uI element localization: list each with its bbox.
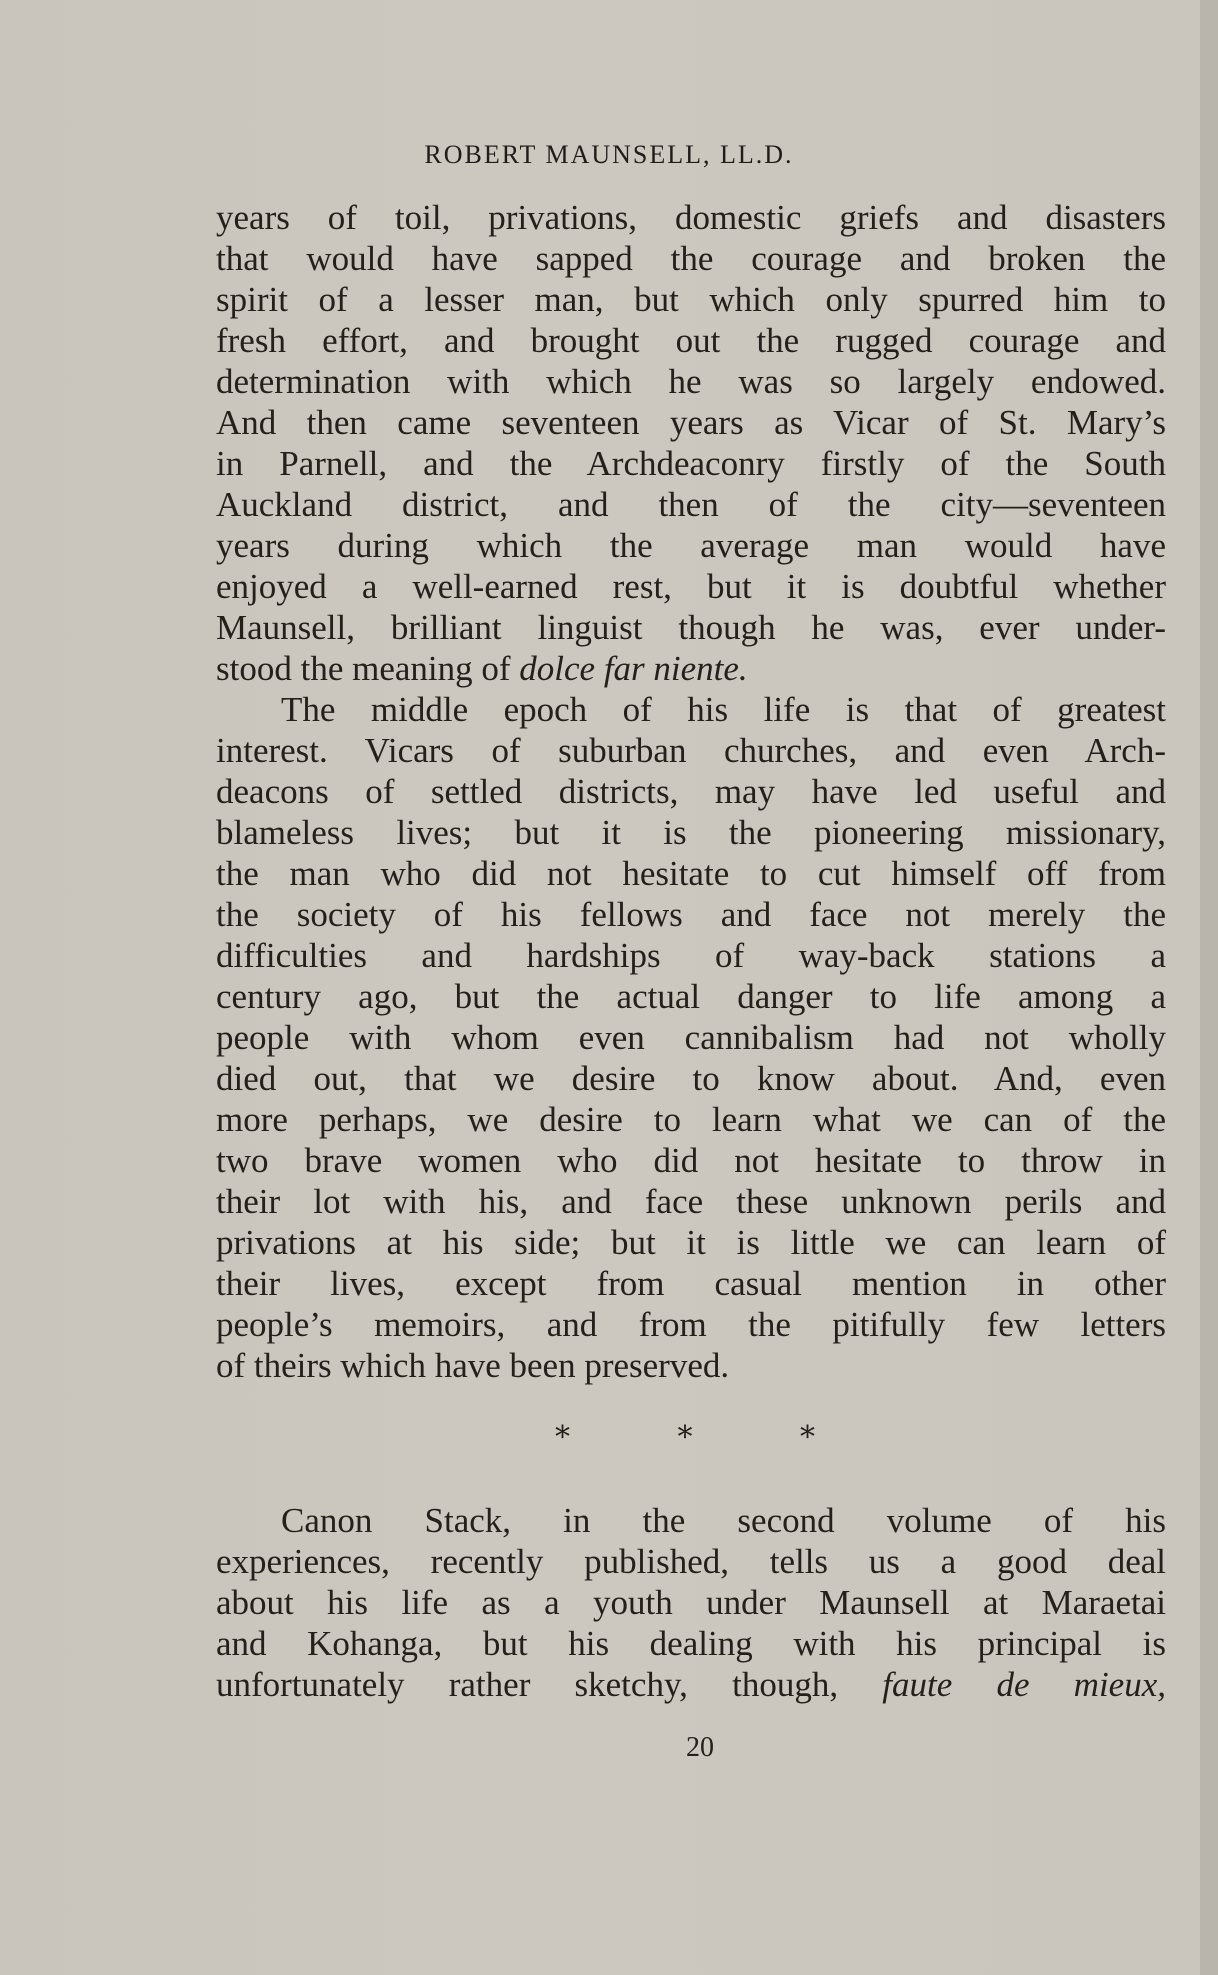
text-line: more perhaps, we desire to learn what we can of the xyxy=(216,1100,1166,1139)
italic-phrase: faute de mieux, xyxy=(882,1665,1166,1704)
page-number: 20 xyxy=(686,1732,714,1763)
text-line: Maunsell, brilliant linguist though he was, ever under- xyxy=(216,608,1166,647)
text-line: about his life as a youth under Maunsell at Maraetai xyxy=(216,1583,1166,1622)
text-line: years of toil, privations, domestic griefs and disasters xyxy=(216,198,1166,237)
paragraph-first-line: The middle epoch of his life is that of greatest xyxy=(281,690,1166,729)
main-text-block xyxy=(216,197,1166,1386)
text-line: Auckland district, and then of the city—seventeen xyxy=(216,485,1166,524)
italic-phrase: dolce far niente. xyxy=(519,649,748,688)
text-line: privations at his side; but it is little we can learn of xyxy=(216,1223,1166,1262)
text-line: fresh effort, and brought out the rugged courage and xyxy=(216,321,1166,360)
text-line: and Kohanga, but his dealing with his principal is xyxy=(216,1624,1166,1663)
text-line xyxy=(216,1664,1166,1705)
asterisk: * xyxy=(555,1420,570,1455)
text-line: their lot with his, and face these unknown perils and xyxy=(216,1182,1166,1221)
text-line: deacons of settled districts, may have led useful and xyxy=(216,772,1166,811)
text-line: two brave women who did not hesitate to throw in xyxy=(216,1141,1166,1180)
text-line: interest. Vicars of suburban churches, and even Arch- xyxy=(216,731,1166,770)
text-line: And then came seventeen years as Vicar of St. Mary’s xyxy=(216,403,1166,442)
text-line: people with whom even cannibalism had not wholly xyxy=(216,1018,1166,1057)
text-line: in Parnell, and the Archdeaconry firstly of the South xyxy=(216,444,1166,483)
text-run: unfortunately rather sketchy, though, xyxy=(216,1665,883,1704)
section-separator xyxy=(555,1420,815,1455)
running-head: ROBERT MAUNSELL, LL.D. xyxy=(424,140,794,169)
text-line: century ago, but the actual danger to life among a xyxy=(216,977,1166,1016)
paragraph-first-line: Canon Stack, in the second volume of his xyxy=(281,1501,1166,1540)
text-line: died out, that we desire to know about. And, even xyxy=(216,1059,1166,1098)
text-line: their lives, except from casual mention in other xyxy=(216,1264,1166,1303)
text-line: of theirs which have been preserved. xyxy=(216,1346,730,1385)
text-line: experiences, recently published, tells us a good deal xyxy=(216,1542,1166,1581)
text-line: spirit of a lesser man, but which only spurred him to xyxy=(216,280,1166,319)
text-line: difficulties and hardships of way-back stations a xyxy=(216,936,1166,975)
text-line: people’s memoirs, and from the pitifully few letters xyxy=(216,1305,1166,1344)
page-edge xyxy=(1200,0,1218,1975)
text-line xyxy=(216,648,1166,689)
text-run: stood the meaning of xyxy=(216,649,520,688)
text-line: blameless lives; but it is the pioneering missionary, xyxy=(216,813,1166,852)
text-line: the man who did not hesitate to cut himself off from xyxy=(216,854,1166,893)
text-line: determination with which he was so largely endowed. xyxy=(216,362,1166,401)
text-line: enjoyed a well-earned rest, but it is doubtful whether xyxy=(216,567,1166,606)
asterisk: * xyxy=(800,1420,815,1455)
asterisk: * xyxy=(677,1420,693,1455)
text-line: years during which the average man would have xyxy=(216,526,1166,565)
text-line: the society of his fellows and face not merely the xyxy=(216,895,1166,934)
continuation-text-block xyxy=(216,1500,1166,1705)
text-line: that would have sapped the courage and broken the xyxy=(216,239,1166,278)
